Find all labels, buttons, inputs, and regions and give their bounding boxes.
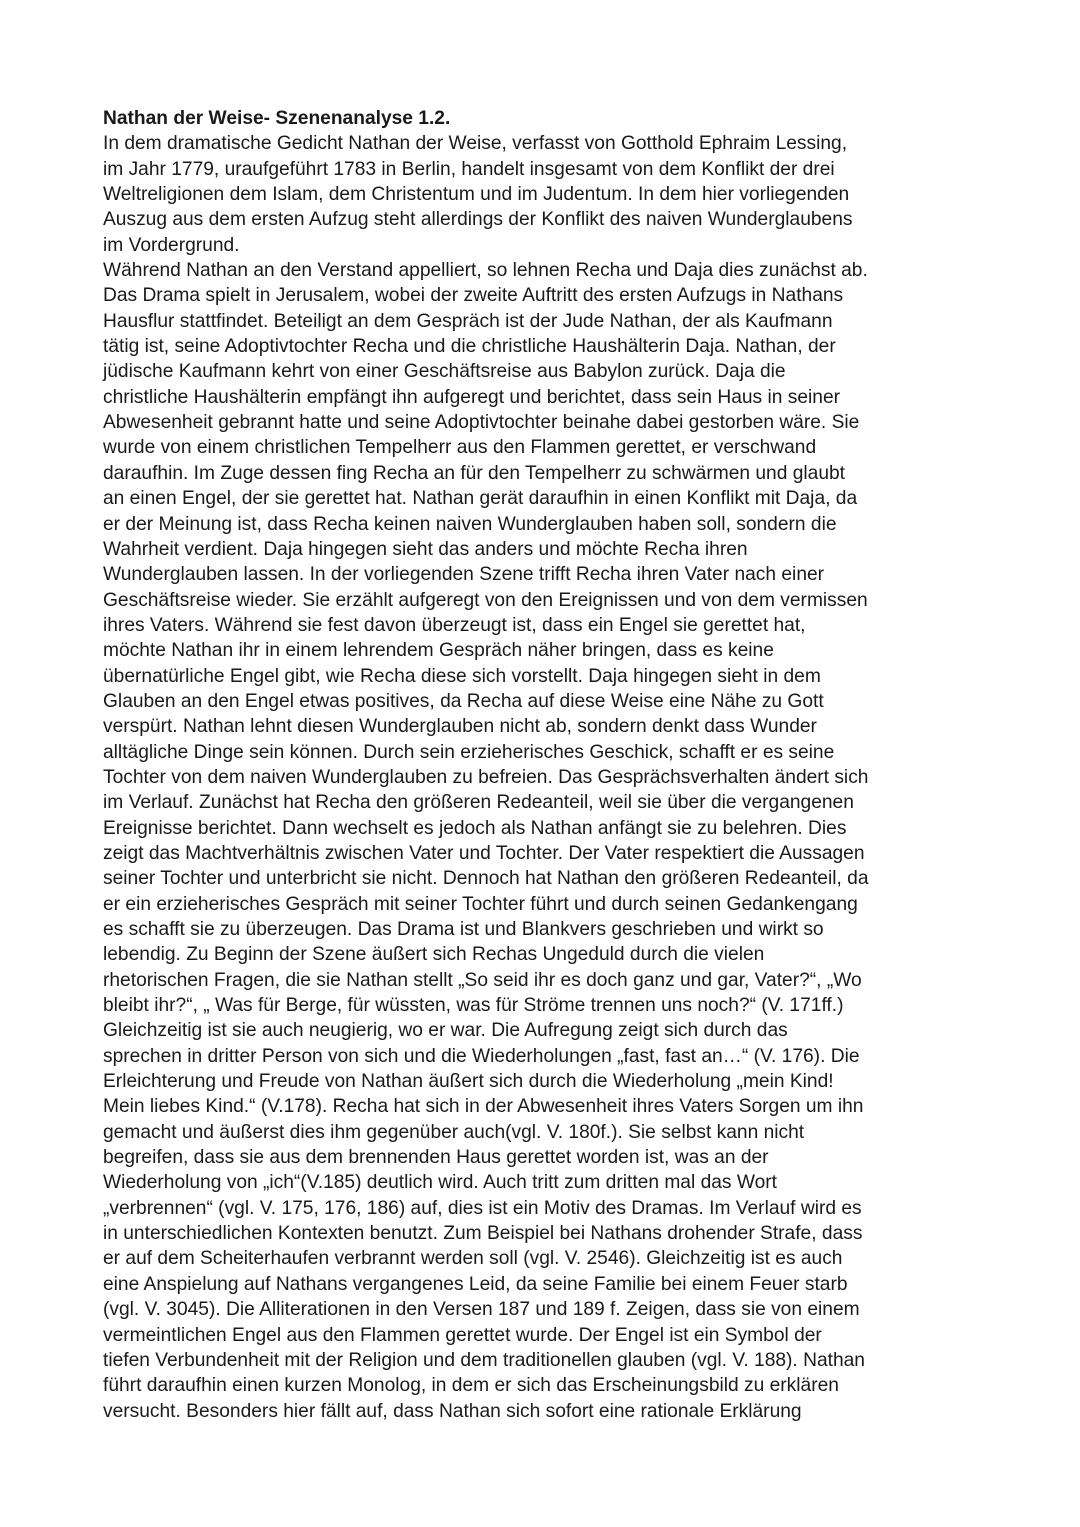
- text-line: Glauben an den Engel etwas positives, da Recha auf diese Weise eine Nähe zu Gott: [103, 690, 824, 712]
- text-line: Abwesenheit gebrannt hatte und seine Adoptivtochter beinahe dabei gestorben wäre. Sie: [103, 412, 860, 434]
- text-line: vermeintlichen Engel aus den Flammen gerettet wurde. Der Engel ist ein Symbol der: [103, 1324, 822, 1346]
- text-line: möchte Nathan ihr in einem lehrendem Gespräch näher bringen, dass es keine: [103, 640, 774, 662]
- text-line: (vgl. V. 3045). Die Alliterationen in den Versen 187 und 189 f. Zeigen, dass sie von einem: [103, 1299, 860, 1321]
- text-line: eine Anspielung auf Nathans vergangenes Leid, da seine Familie bei einem Feuer starb: [103, 1273, 848, 1295]
- text-line: In dem dramatische Gedicht Nathan der Weise, verfasst von Gotthold Ephraim Lessing,: [103, 133, 848, 155]
- text-line: führt daraufhin einen kurzen Monolog, in dem er sich das Erscheinungsbild zu erklären: [103, 1375, 839, 1397]
- text-line: seiner Tochter und unterbricht sie nicht. Dennoch hat Nathan den größeren Redeanteil, da: [103, 868, 869, 890]
- text-line: rhetorischen Fragen, die sie Nathan stellt „So seid ihr es doch ganz und gar, Vater?“, „Wo: [103, 969, 862, 991]
- text-line: Das Drama spielt in Jerusalem, wobei der zweite Auftritt des ersten Aufzugs in Nathans: [103, 285, 844, 307]
- text-line: christliche Haushälterin empfängt ihn aufgeregt und berichtet, dass sein Haus in seiner: [103, 386, 841, 408]
- text-line: Auszug aus dem ersten Aufzug steht allerdings der Konflikt des naiven Wunderglaubens: [103, 209, 853, 231]
- text-line: gemacht und äußerst dies ihm gegenüber auch(vgl. V. 180f.). Sie selbst kann nicht: [103, 1121, 805, 1143]
- text-line: Erleichterung und Freude von Nathan äußert sich durch die Wiederholung „mein Kind!: [103, 1071, 834, 1093]
- text-line: Gleichzeitig ist sie auch neugierig, wo er war. Die Aufregung zeigt sich durch das: [103, 1020, 788, 1042]
- document-body: [103, 106, 993, 1424]
- text-line: bleibt ihr?“, „ Was für Berge, für wüssten, was für Ströme trennen uns noch?“ (V. 171ff.): [103, 995, 844, 1017]
- text-line: wurde von einem christlichen Tempelherr aus den Flammen gerettet, er verschwand: [103, 437, 817, 459]
- text-line: jüdische Kaufmann kehrt von einer Geschäftsreise aus Babylon zurück. Daja die: [103, 361, 786, 383]
- text-line: Geschäftsreise wieder. Sie erzählt aufgeregt von den Ereignissen und von dem vermissen: [103, 589, 868, 611]
- text-line: er der Meinung ist, dass Recha keinen naiven Wunderglauben haben soll, sondern die: [103, 513, 837, 535]
- text-line: versucht. Besonders hier fällt auf, dass Nathan sich sofort eine rationale Erklärung: [103, 1400, 802, 1422]
- text-line: in unterschiedlichen Kontexten benutzt. Zum Beispiel bei Nathans drohender Strafe, dass: [103, 1223, 863, 1245]
- text-line: es schafft sie zu überzeugen. Das Drama ist und Blankvers geschrieben und wirkt so: [103, 919, 824, 940]
- text-line: tätig ist, seine Adoptivtochter Recha und die christliche Haushälterin Daja. Nathan, der: [103, 336, 836, 358]
- text-line: im Verlauf. Zunächst hat Recha den größeren Redeanteil, weil sie über die vergangenen: [103, 792, 854, 814]
- text-line: alltägliche Dinge sein können. Durch sein erzieherisches Geschick, schafft er es seine: [103, 741, 835, 763]
- text-line: übernatürliche Engel gibt, wie Recha diese sich vorstellt. Daja hingegen sieht in dem: [103, 665, 821, 687]
- paragraph-analysis: [103, 258, 993, 1424]
- text-line: Weltreligionen dem Islam, dem Christentum und im Judentum. In dem hier vorliegenden: [103, 184, 850, 206]
- document-title: Nathan der Weise- Szenenanalyse 1.2.: [103, 108, 451, 129]
- text-line: Hausflur stattfindet. Beteiligt an dem Gespräch ist der Jude Nathan, der als Kaufmann: [103, 310, 833, 332]
- text-line: verspürt. Nathan lehnt diesen Wunderglauben nicht ab, sondern denkt dass Wunder: [103, 716, 817, 738]
- text-line: begreifen, dass sie aus dem brennenden Haus gerettet worden ist, was an der: [103, 1147, 769, 1169]
- text-line: im Jahr 1779, uraufgeführt 1783 in Berlin, handelt insgesamt von dem Konflikt der drei: [103, 158, 835, 180]
- text-line: Ereignisse berichtet. Dann wechselt es jedoch als Nathan anfängt sie zu belehren. Dies: [103, 817, 847, 839]
- text-line: er auf dem Scheiterhaufen verbrannt werden soll (vgl. V. 2546). Gleichzeitig ist es auch: [103, 1248, 843, 1270]
- text-line: an einen Engel, der sie gerettet hat. Nathan gerät daraufhin in einen Konflikt mit Daja, da: [103, 488, 858, 510]
- text-line: Wunderglauben lassen. In der vorliegenden Szene trifft Recha ihren Vater nach einer: [103, 564, 825, 586]
- text-line: Während Nathan an den Verstand appelliert, so lehnen Recha und Daja dies zunächst ab.: [103, 260, 868, 282]
- text-line: Wahrheit verdient. Daja hingegen sieht das anders und möchte Recha ihren: [103, 538, 748, 560]
- text-line: im Vordergrund.: [103, 234, 240, 256]
- text-line: Wiederholung von „ich“(V.185) deutlich wird. Auch tritt zum dritten mal das Wort: [103, 1172, 777, 1194]
- text-line: er ein erzieherisches Gespräch mit seiner Tochter führt und durch seinen Gedankengang: [103, 893, 858, 915]
- text-line: zeigt das Machtverhältnis zwischen Vater und Tochter. Der Vater respektiert die Aussagen: [103, 842, 865, 864]
- text-line: „verbrennen“ (vgl. V. 175, 176, 186) auf, dies ist ein Motiv des Dramas. Im Verlauf wird es: [103, 1197, 862, 1219]
- text-line: Mein liebes Kind.“ (V.178). Recha hat sich in der Abwesenheit ihres Vaters Sorgen um ihn: [103, 1096, 864, 1118]
- text-line: lebendig. Zu Beginn der Szene äußert sich Rechas Ungeduld durch die vielen: [103, 944, 765, 966]
- text-line: sprechen in dritter Person von sich und die Wiederholungen „fast, fast an…“ (V. 176). Die: [103, 1045, 860, 1067]
- paragraph-intro: [103, 131, 993, 258]
- text-line: ihres Vaters. Während sie fest davon überzeugt ist, dass ein Engel sie gerettet hat,: [103, 614, 806, 636]
- text-line: daraufhin. Im Zuge dessen fing Recha an für den Tempelherr zu schwärmen und glaubt: [103, 462, 845, 484]
- text-line: Tochter von dem naiven Wunderglauben zu befreien. Das Gesprächsverhalten ändert sich: [103, 766, 869, 788]
- text-line: tiefen Verbundenheit mit der Religion und dem traditionellen glauben (vgl. V. 188). Nathan: [103, 1349, 865, 1371]
